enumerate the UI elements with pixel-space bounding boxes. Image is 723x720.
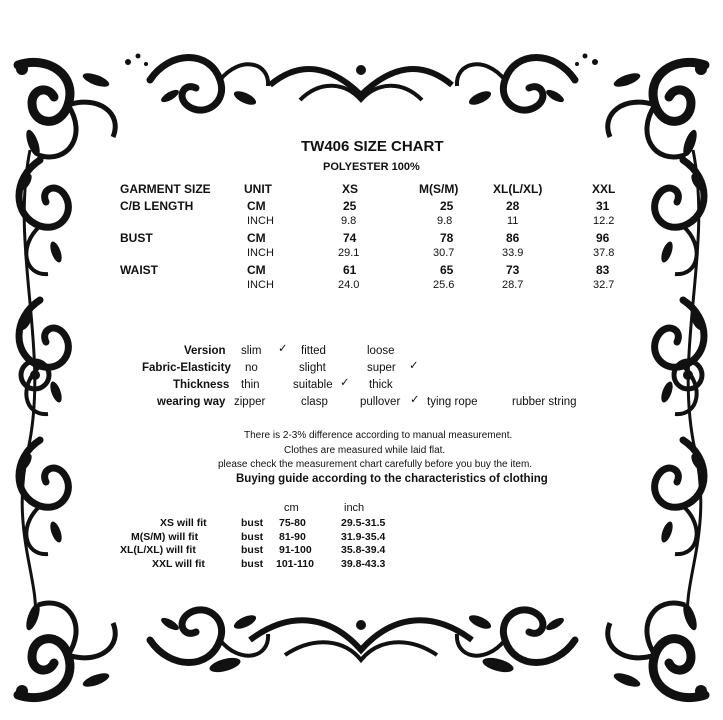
table-cell: 73 bbox=[506, 263, 520, 277]
attr-option: loose bbox=[367, 345, 395, 357]
guide-cm: 81-90 bbox=[279, 531, 306, 543]
attr-option: pullover bbox=[360, 396, 401, 408]
attr-option: tying rope bbox=[427, 396, 478, 408]
guide-part: bust bbox=[241, 531, 264, 543]
table-cell: 28 bbox=[506, 199, 520, 213]
guide-size: M(S/M) will fit bbox=[131, 531, 199, 543]
table-cell: 29.1 bbox=[338, 247, 360, 259]
note-line: Clothes are measured while laid flat. bbox=[284, 445, 446, 456]
attr-option: super bbox=[367, 362, 396, 374]
guide-inch: 29.5-31.5 bbox=[341, 517, 386, 529]
unit-inch: INCH bbox=[247, 215, 274, 227]
row-label-bust: BUST bbox=[120, 231, 153, 245]
table-cell: 61 bbox=[343, 263, 357, 277]
check-mark-icon: ✓ bbox=[410, 394, 420, 406]
attr-option: rubber string bbox=[512, 396, 577, 408]
column-header-xs: XS bbox=[342, 182, 359, 196]
attr-option: thick bbox=[369, 379, 393, 391]
note-line: There is 2-3% difference according to manual measurement. bbox=[244, 430, 513, 441]
guide-size: XS will fit bbox=[160, 517, 207, 529]
table-cell: 96 bbox=[596, 231, 610, 245]
unit-inch: INCH bbox=[247, 247, 274, 259]
attr-option: fitted bbox=[301, 345, 326, 357]
table-cell: 11 bbox=[507, 215, 519, 227]
column-header-m: M(S/M) bbox=[419, 182, 459, 196]
table-cell: 30.7 bbox=[433, 247, 455, 259]
chart-title: TW406 SIZE CHART bbox=[301, 138, 444, 155]
guide-cm: 91-100 bbox=[279, 544, 312, 556]
column-header-garment-size: GARMENT SIZE bbox=[120, 182, 211, 196]
guide-inch: 31.9-35.4 bbox=[341, 531, 386, 543]
guide-part: bust bbox=[241, 558, 264, 570]
table-cell: 12.2 bbox=[593, 215, 615, 227]
guide-inch: 35.8-39.4 bbox=[341, 544, 386, 556]
attr-label-version: Version bbox=[184, 345, 226, 357]
check-mark-icon: ✓ bbox=[278, 343, 288, 355]
table-cell: 25 bbox=[343, 199, 357, 213]
table-cell: 65 bbox=[440, 263, 454, 277]
table-cell: 25.6 bbox=[433, 279, 455, 291]
attr-option: clasp bbox=[301, 396, 328, 408]
guide-header-cm: cm bbox=[284, 502, 299, 514]
guide-size: XXL will fit bbox=[152, 558, 205, 570]
unit-cm: CM bbox=[247, 231, 266, 245]
table-cell: 83 bbox=[596, 263, 610, 277]
check-mark-icon: ✓ bbox=[340, 377, 350, 389]
unit-cm: CM bbox=[247, 199, 266, 213]
table-cell: 28.7 bbox=[502, 279, 524, 291]
attr-option: zipper bbox=[234, 396, 266, 408]
attr-option: thin bbox=[241, 379, 260, 391]
table-cell: 86 bbox=[506, 231, 520, 245]
attr-option: slim bbox=[241, 345, 262, 357]
attr-option: suitable bbox=[293, 379, 333, 391]
row-label-cb-length: C/B LENGTH bbox=[120, 199, 194, 213]
attr-option: slight bbox=[299, 362, 326, 374]
row-label-waist: WAIST bbox=[120, 263, 158, 277]
table-cell: 32.7 bbox=[593, 279, 615, 291]
guide-cm: 75-80 bbox=[279, 517, 306, 529]
guide-size: XL(L/XL) will fit bbox=[120, 544, 196, 556]
guide-header-inch: inch bbox=[344, 502, 365, 514]
attr-label-fabric-elasticity: Fabric-Elasticity bbox=[142, 362, 231, 374]
guide-part: bust bbox=[241, 544, 264, 556]
table-cell: 33.9 bbox=[502, 247, 524, 259]
attr-label-wearing-way: wearing way bbox=[157, 396, 226, 408]
table-cell: 37.8 bbox=[593, 247, 615, 259]
table-cell: 9.8 bbox=[341, 215, 357, 227]
guide-cm: 101-110 bbox=[276, 558, 314, 570]
table-cell: 74 bbox=[343, 231, 357, 245]
guide-inch: 39.8-43.3 bbox=[341, 558, 386, 570]
table-cell: 24.0 bbox=[338, 279, 360, 291]
table-cell: 31 bbox=[596, 199, 610, 213]
note-line: please check the measurement chart carefully before you buy the item. bbox=[218, 459, 533, 470]
column-header-xxl: XXL bbox=[592, 182, 616, 196]
column-header-unit: UNIT bbox=[244, 182, 272, 196]
unit-inch: INCH bbox=[247, 279, 274, 291]
buying-guide-title: Buying guide according to the characteristics of clothing bbox=[236, 473, 548, 485]
table-cell: 9.8 bbox=[437, 215, 453, 227]
table-cell: 25 bbox=[440, 199, 454, 213]
unit-cm: CM bbox=[247, 263, 266, 277]
guide-part: bust bbox=[241, 517, 264, 529]
attr-label-thickness: Thickness bbox=[173, 379, 230, 391]
material-label: POLYESTER 100% bbox=[323, 161, 420, 173]
column-header-xl: XL(L/XL) bbox=[493, 182, 543, 196]
check-mark-icon: ✓ bbox=[409, 360, 419, 372]
table-cell: 78 bbox=[440, 231, 454, 245]
attr-option: no bbox=[245, 362, 258, 374]
